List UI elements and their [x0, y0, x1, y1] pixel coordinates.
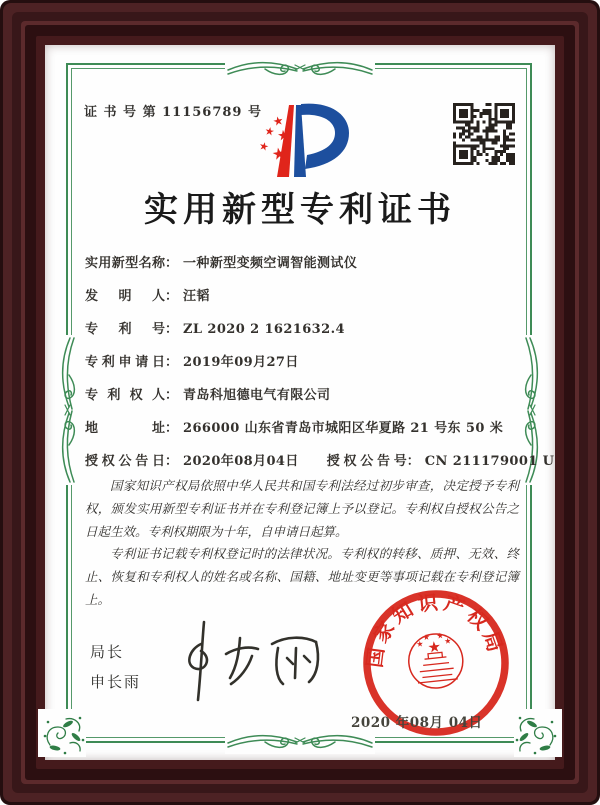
certificate-number: 证 书 号 第 11156789 号: [84, 105, 262, 120]
flourish-top-icon: [225, 55, 375, 81]
field-row-name: [85, 254, 519, 274]
field-value: 一种新型变频空调智能测试仪: [183, 256, 358, 271]
cnipa-logo-icon: [243, 95, 357, 183]
page-title: 实用新型专利证书: [144, 190, 456, 230]
field-row-patentee: [85, 386, 519, 406]
flourish-bottom-icon: [225, 728, 375, 754]
field-colon: ：: [165, 355, 179, 370]
field-colon: ：: [165, 421, 179, 436]
field-label: 发明人: [85, 289, 165, 304]
field-row-inventor: [85, 287, 519, 307]
field-label: 授权公告日: [85, 454, 165, 469]
grant-number: [327, 452, 555, 472]
legal-paragraph-1: 国家知识产权局依照中华人民共和国专利法经过初步审查，决定授予专利权，颁发实用新型专利证书并在专利登记簿上予以登记。专利权自授权公告之日起生效。专利权期限为十年，自申请日起算。: [85, 478, 519, 539]
field-colon: ：: [165, 256, 179, 271]
svg-text:★: ★: [443, 636, 452, 646]
field-label: 专利权人: [85, 388, 165, 403]
director-signature: [168, 616, 348, 708]
grant-date: [85, 452, 299, 472]
field-row-grant: [85, 452, 555, 472]
qr-code: [452, 102, 516, 166]
field-value: 2020年08月04日: [183, 454, 299, 469]
field-label: 专利申请日: [85, 355, 165, 370]
seal-date: 2020 年08月 04日: [351, 715, 483, 731]
svg-text:★: ★: [271, 113, 285, 130]
field-colon: ：: [165, 454, 179, 469]
field-colon: ：: [165, 388, 179, 403]
field-colon: ：: [165, 322, 179, 337]
director-title: 局长: [90, 643, 125, 661]
svg-text:★: ★: [422, 632, 431, 643]
svg-text:★: ★: [415, 639, 424, 649]
field-list: [85, 254, 555, 485]
field-row-patent-no: [85, 320, 519, 340]
field-colon: ：: [165, 289, 179, 304]
field-label: 实用新型名称: [85, 256, 165, 271]
director-block: [90, 641, 141, 701]
svg-text:★: ★: [270, 142, 288, 165]
field-label: 地址: [85, 421, 165, 436]
legal-paragraph-2: 专利证书记载专利权登记时的法律状况。专利权的转移、质押、无效、终止、恢复和专利权人的姓名或名称、国籍、地址变更等事项记载在专利登记簿上。: [85, 546, 519, 607]
svg-text:国家知识产权局: [361, 588, 509, 672]
svg-text:★: ★: [276, 127, 291, 145]
seal-text: 国家知识产权局: [362, 589, 509, 670]
svg-text:★: ★: [426, 637, 442, 657]
corner-floral-right-icon: [514, 709, 562, 757]
field-row-filing-date: [85, 353, 519, 373]
corner-floral-left-icon: [38, 709, 86, 757]
field-label: 授权公告号: [326, 454, 407, 469]
field-value: 2019年09月27日: [183, 355, 299, 370]
flourish-left-icon: [55, 335, 81, 485]
field-label: 专利号: [85, 322, 165, 337]
field-row-address: [85, 419, 519, 439]
svg-text:★: ★: [436, 631, 445, 641]
svg-text:★: ★: [257, 139, 271, 155]
director-name: 申长雨: [90, 673, 142, 691]
field-value: CN 211179001 U: [424, 454, 555, 469]
field-colon: ：: [406, 454, 420, 469]
field-value: ZL 2020 2 1621632.4: [183, 322, 345, 337]
svg-text:★: ★: [263, 124, 276, 139]
field-value: 青岛科旭德电气有限公司: [183, 388, 331, 403]
field-value: 266000 山东省青岛市城阳区华夏路 21 号东 50 米: [183, 421, 504, 436]
field-value: 汪韬: [183, 289, 210, 304]
